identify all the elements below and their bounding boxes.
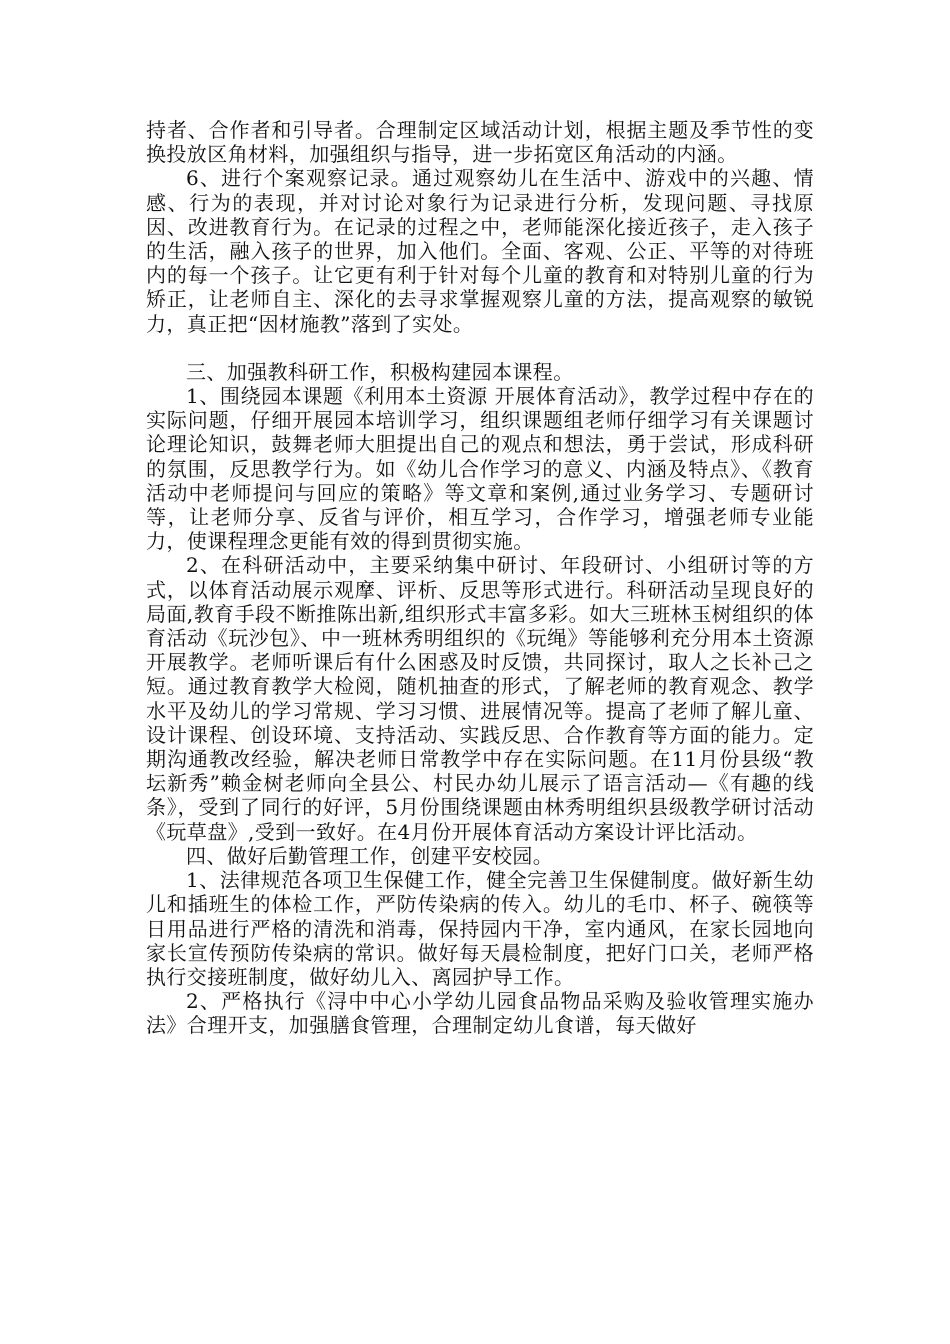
- section-heading-4: 四、做好后勤管理工作，创建平安校园。: [186, 843, 554, 868]
- paragraph-item-3-1: 1、围绕园本课题《利用本土资源 开展体育活动》，教学过程中存在的实际问题，仔细开展园本培训学习，组织课题组老师仔细学习有关课题讨论理论知识，鼓舞老师大胆提出自己的观点和想法，勇于尝试，形成科研的氛围，反思教学行为。如《幼儿合作学习的意义、内涵及特点》、《教育活动中老师提问与回应的策略》等文章和案例,通过业务学习、专题研讨等，让老师分享、反省与评价，相互学习，合作学习，增强老师专业能力，使课程理念更能有效的得到贯彻实施。: [146, 384, 814, 554]
- paragraph-item-6: 6、进行个案观察记录。通过观察幼儿在生活中、游戏中的兴趣、情感、行为的表现，并对讨论对象行为记录进行分析，发现问题、寻找原因、改进教育行为。在记录的过程之中，老师能深化接近孩子，走入孩子的生活，融入孩子的世界，加入他们。全面、客观、公正、平等的对待班内的每一个孩子。让它更有利于针对每个儿童的教育和对特别儿童的行为矫正，让老师自主、深化的去寻求掌握观察儿童的方法，提高观察的敏锐力，真正把“因材施教”落到了实处。: [146, 166, 814, 336]
- document-body: [146, 118, 814, 1038]
- paragraph-item-4-2: 2、严格执行《浔中中心小学幼儿园食品物品采购及验收管理实施办法》合理开支，加强膳食管理，合理制定幼儿食谱，每天做好: [146, 989, 814, 1038]
- paragraph-item-3-2: 2、在科研活动中，主要采纳集中研讨、年段研讨、小组研讨等的方式，以体育活动展示观摩、评析、反思等形式进行。科研活动呈现良好的局面,教育手段不断推陈出新,组织形式丰富多彩。如大三班林玉树组织的体育活动《玩沙包》、中一班林秀明组织的《玩绳》等能够利充分用本土资源开展教学。老师听课后有什么困惑及时反馈，共同探讨，取人之长补己之短。通过教育教学大检阅，随机抽查的形式，了解老师的教育观念、教学水平及幼儿的学习常规、学习习惯、进展情况等。提高了老师了解儿童、设计课程、创设环境、支持活动、实践反思、合作教育等方面的能力。定期沟通教改经验，解决老师日常教学中存在实际问题。在11月份县级“教坛新秀”赖金树老师向全县公、村民办幼儿展示了语言活动—《有趣的线条》，受到了同行的好评，5月份围绕课题由林秀明组织县级教学研讨活动《玩草盘》,受到一致好。在4月份开展体育活动方案设计评比活动。: [146, 553, 814, 844]
- paragraph-item-4-1: 1、法律规范各项卫生保健工作，健全完善卫生保健制度。做好新生幼儿和插班生的体检工作，严防传染病的传入。幼儿的毛巾、杯子、碗筷等日用品进行严格的清洗和消毒，保持园内干净，室内通风，在家长园地向家长宣传预防传染病的常识。做好每天晨检制度，把好门口关，老师严格执行交接班制度，做好幼儿入、离园护导工作。: [146, 868, 814, 989]
- paragraph-spacer: [146, 336, 814, 360]
- paragraph-continuation: 持者、合作者和引导者。合理制定区域活动计划，根据主题及季节性的变换投放区角材料，加强组织与指导，进一步拓宽区角活动的内涵。: [146, 118, 814, 167]
- section-heading-3: 三、加强教科研工作，积极构建园本课程。: [186, 359, 574, 384]
